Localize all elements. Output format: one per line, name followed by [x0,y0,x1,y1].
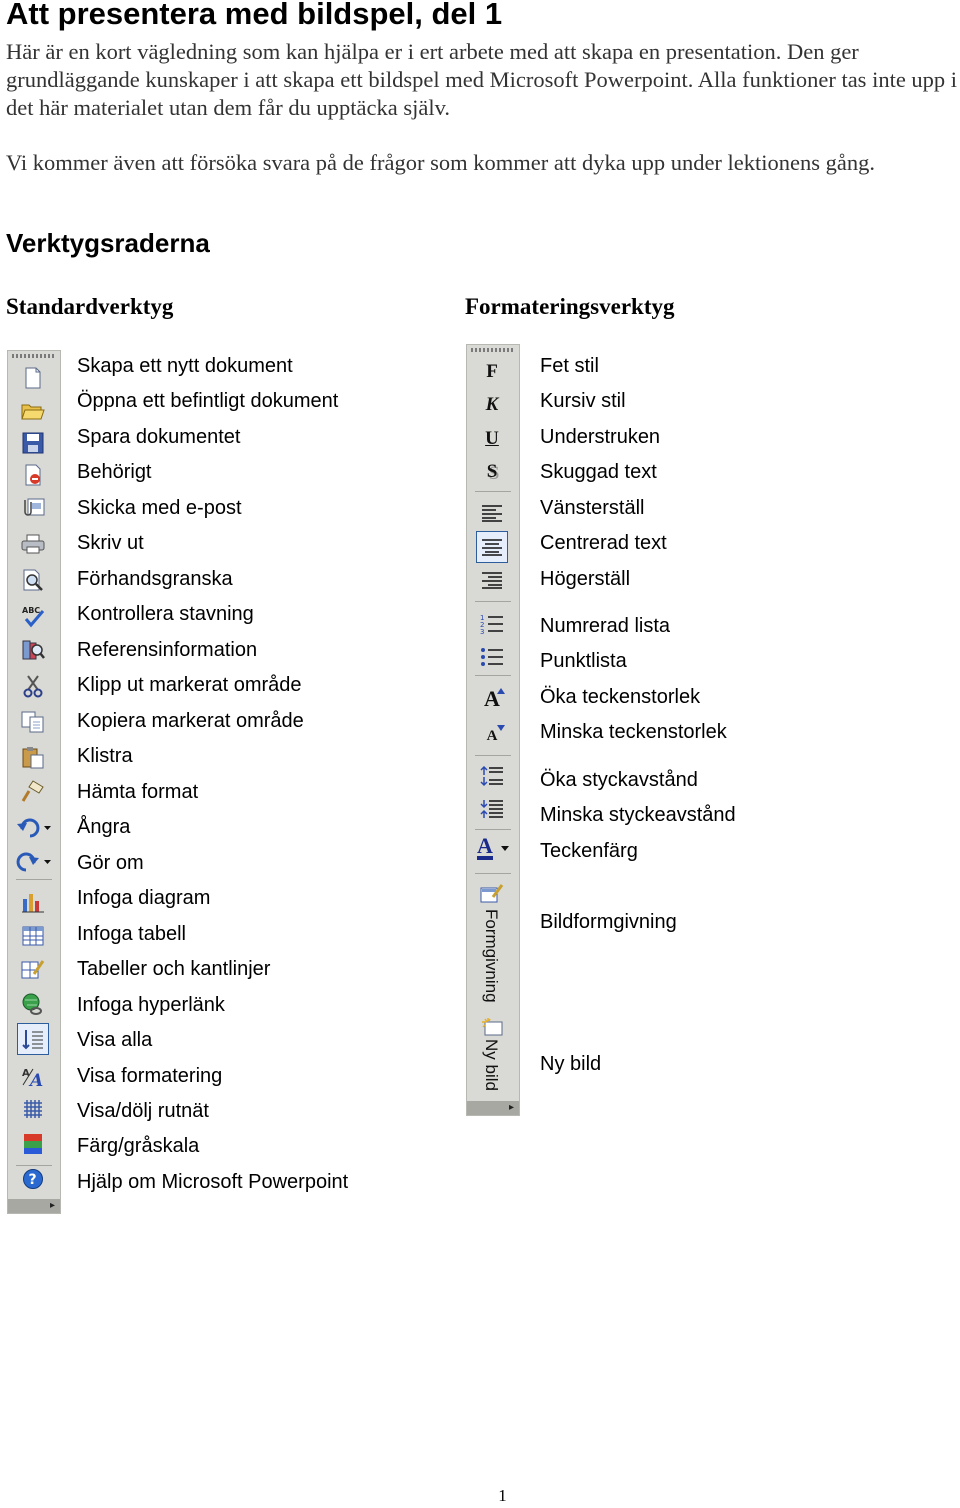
standard-label-save: Spara dokumentet [77,426,241,448]
undo-icon[interactable] [16,815,54,841]
toolbar-grip[interactable] [12,354,56,358]
standard-toolbar [7,350,61,1214]
standard-label-color: Färg/gråskala [77,1135,200,1157]
svg-text:ABC: ABC [22,606,41,615]
format-painter-icon[interactable] [20,778,46,804]
svg-text:?: ? [28,1172,37,1188]
toolbar-options-button[interactable]: ▸ [467,1101,519,1115]
toolbar-separator [475,755,511,756]
help-icon[interactable] [20,1166,46,1192]
format-label-numbered: Numrerad lista [540,615,671,637]
toolbar-separator [475,675,511,676]
shrink-font-icon[interactable] [479,723,505,749]
standard-label-email: Skicka med e-post [77,497,242,519]
grow-font-icon[interactable] [479,686,505,712]
shrink-glyph: A [486,727,498,744]
shadow-glyph: S [486,461,498,482]
align-center-icon[interactable] [476,531,508,563]
font-color-glyph: A [477,833,493,858]
font-color-icon[interactable] [473,835,513,861]
standard-heading: Standardverktyg [6,294,174,319]
new-slide-button-label[interactable]: Ny bild [482,1039,501,1091]
intro-paragraph: Här är en kort vägledning som kan hjälpa er i ert arbete med att skapa en presentation. Den ger grundläggande kunskaper i att skapa ett bildspel med Microsoft Powerpoint. Alla funktioner tas inte upp i det här materialet utan dem får du upptäcka själv. [6,39,958,120]
decrease-spacing-icon[interactable] [479,796,505,822]
format-label-align-right: Högerställ [540,568,631,590]
open-folder-icon[interactable] [20,398,46,424]
grow-glyph: A [484,686,500,711]
format-label-decrease-spacing: Minska styckeavstånd [540,804,736,826]
insert-table-icon[interactable] [20,923,46,949]
format-label-font-color: Teckenfärg [540,840,638,862]
new-document-icon[interactable] [20,365,46,391]
formatting-heading: Formateringsverktyg [465,294,675,319]
grid-icon[interactable] [20,1096,46,1122]
standard-label-copy: Kopiera markerat område [77,710,304,732]
copy-icon[interactable] [20,709,46,735]
toolbar-separator [475,829,511,830]
align-left-icon[interactable] [479,500,505,526]
standard-label-help: Hjälp om Microsoft Powerpoint [77,1171,349,1193]
format-label-underline: Understruken [540,426,661,448]
expand-all-icon[interactable] [17,1023,49,1055]
standard-label-chart: Infoga diagram [77,887,211,909]
permission-icon[interactable] [20,462,46,488]
svg-text:A: A [22,1068,30,1079]
format-label-slide-design: Bildformgivning [540,911,677,933]
format-label-bold: Fet stil [540,355,599,377]
italic-glyph: K [485,394,499,415]
format-label-bullets: Punktlista [540,650,627,672]
svg-text:1: 1 [480,614,485,622]
cut-icon[interactable] [20,673,46,699]
toolbar-separator [475,491,511,492]
show-formatting-icon[interactable] [20,1063,46,1089]
intro-paragraph-2: Vi kommer även att försöka svara på de frågor som kommer att dyka upp under lektionens gång. [6,150,876,175]
standard-label-new: Skapa ett nytt dokument [77,355,293,377]
standard-label-open: Öppna ett befintligt dokument [77,390,339,412]
toolbar-separator [475,601,511,602]
standard-label-preview: Förhandsgranska [77,568,233,590]
page-title: Att presentera med bildspel, del 1 [6,0,503,31]
toolbar-separator [475,873,511,874]
new-slide-icon[interactable] [479,1013,505,1039]
standard-label-show-formatting: Visa formatering [77,1065,223,1087]
page-number: 1 [498,1486,507,1505]
italic-icon[interactable] [479,392,505,418]
underline-icon[interactable] [479,426,505,452]
standard-label-undo: Ångra [77,816,131,838]
format-label-grow-font: Öka teckenstorlek [540,686,701,708]
spelling-icon[interactable] [20,603,46,629]
shadow-text-icon[interactable] [479,459,505,485]
insert-chart-icon[interactable] [20,889,46,915]
bold-icon[interactable] [479,359,505,385]
standard-label-expand-all: Visa alla [77,1029,153,1051]
standard-label-paste: Klistra [77,745,133,767]
standard-label-research: Referensinformation [77,639,258,661]
tables-borders-icon[interactable] [20,957,46,983]
format-label-increase-spacing: Öka styckavstånd [540,769,698,791]
standard-label-cut: Klipp ut markerat område [77,674,302,696]
format-label-align-center: Centrerad text [540,532,667,554]
print-icon[interactable] [20,531,46,557]
standard-label-borders: Tabeller och kantlinjer [77,958,271,980]
bullet-list-icon[interactable] [479,644,505,670]
format-label-shadow: Skuggad text [540,461,657,483]
save-disk-icon[interactable] [20,430,46,456]
underline-glyph: U [485,428,499,449]
section-title: Verktygsraderna [6,228,210,258]
numbered-list-icon[interactable] [479,611,505,637]
standard-label-grid: Visa/dölj rutnät [77,1100,209,1122]
standard-label-format-painter: Hämta format [77,781,199,803]
standard-label-redo: Gör om [77,852,144,874]
standard-label-spelling: Kontrollera stavning [77,603,254,625]
redo-icon[interactable] [16,849,54,875]
format-label-align-left: Vänsterställ [540,497,645,519]
design-button-label[interactable]: Formgivning [482,909,501,1003]
bold-glyph: F [486,361,498,382]
format-label-new-slide: Ny bild [540,1053,602,1075]
align-right-icon[interactable] [479,567,505,593]
toolbar-separator [16,879,52,880]
format-label-italic: Kursiv stil [540,390,626,412]
hyperlink-icon[interactable] [20,991,46,1017]
format-label-shrink-font: Minska teckenstorlek [540,721,727,743]
toolbar-grip[interactable] [471,348,515,352]
paste-icon[interactable] [20,744,46,770]
print-preview-icon[interactable] [20,567,46,593]
standard-label-table: Infoga tabell [77,923,186,945]
email-icon[interactable] [20,494,46,520]
standard-label-permission: Behörigt [77,461,152,483]
svg-text:2: 2 [480,621,485,629]
color-grayscale-icon[interactable] [20,1131,46,1157]
slide-design-icon[interactable] [479,881,505,907]
svg-text:A: A [30,1071,44,1087]
standard-label-hyperlink: Infoga hyperlänk [77,994,225,1016]
formatting-toolbar [466,344,520,1116]
research-icon[interactable] [20,637,46,663]
increase-spacing-icon[interactable] [479,763,505,789]
svg-text:3: 3 [480,628,485,635]
toolbar-options-button[interactable]: ▸ [8,1199,60,1213]
standard-label-print: Skriv ut [77,532,144,554]
